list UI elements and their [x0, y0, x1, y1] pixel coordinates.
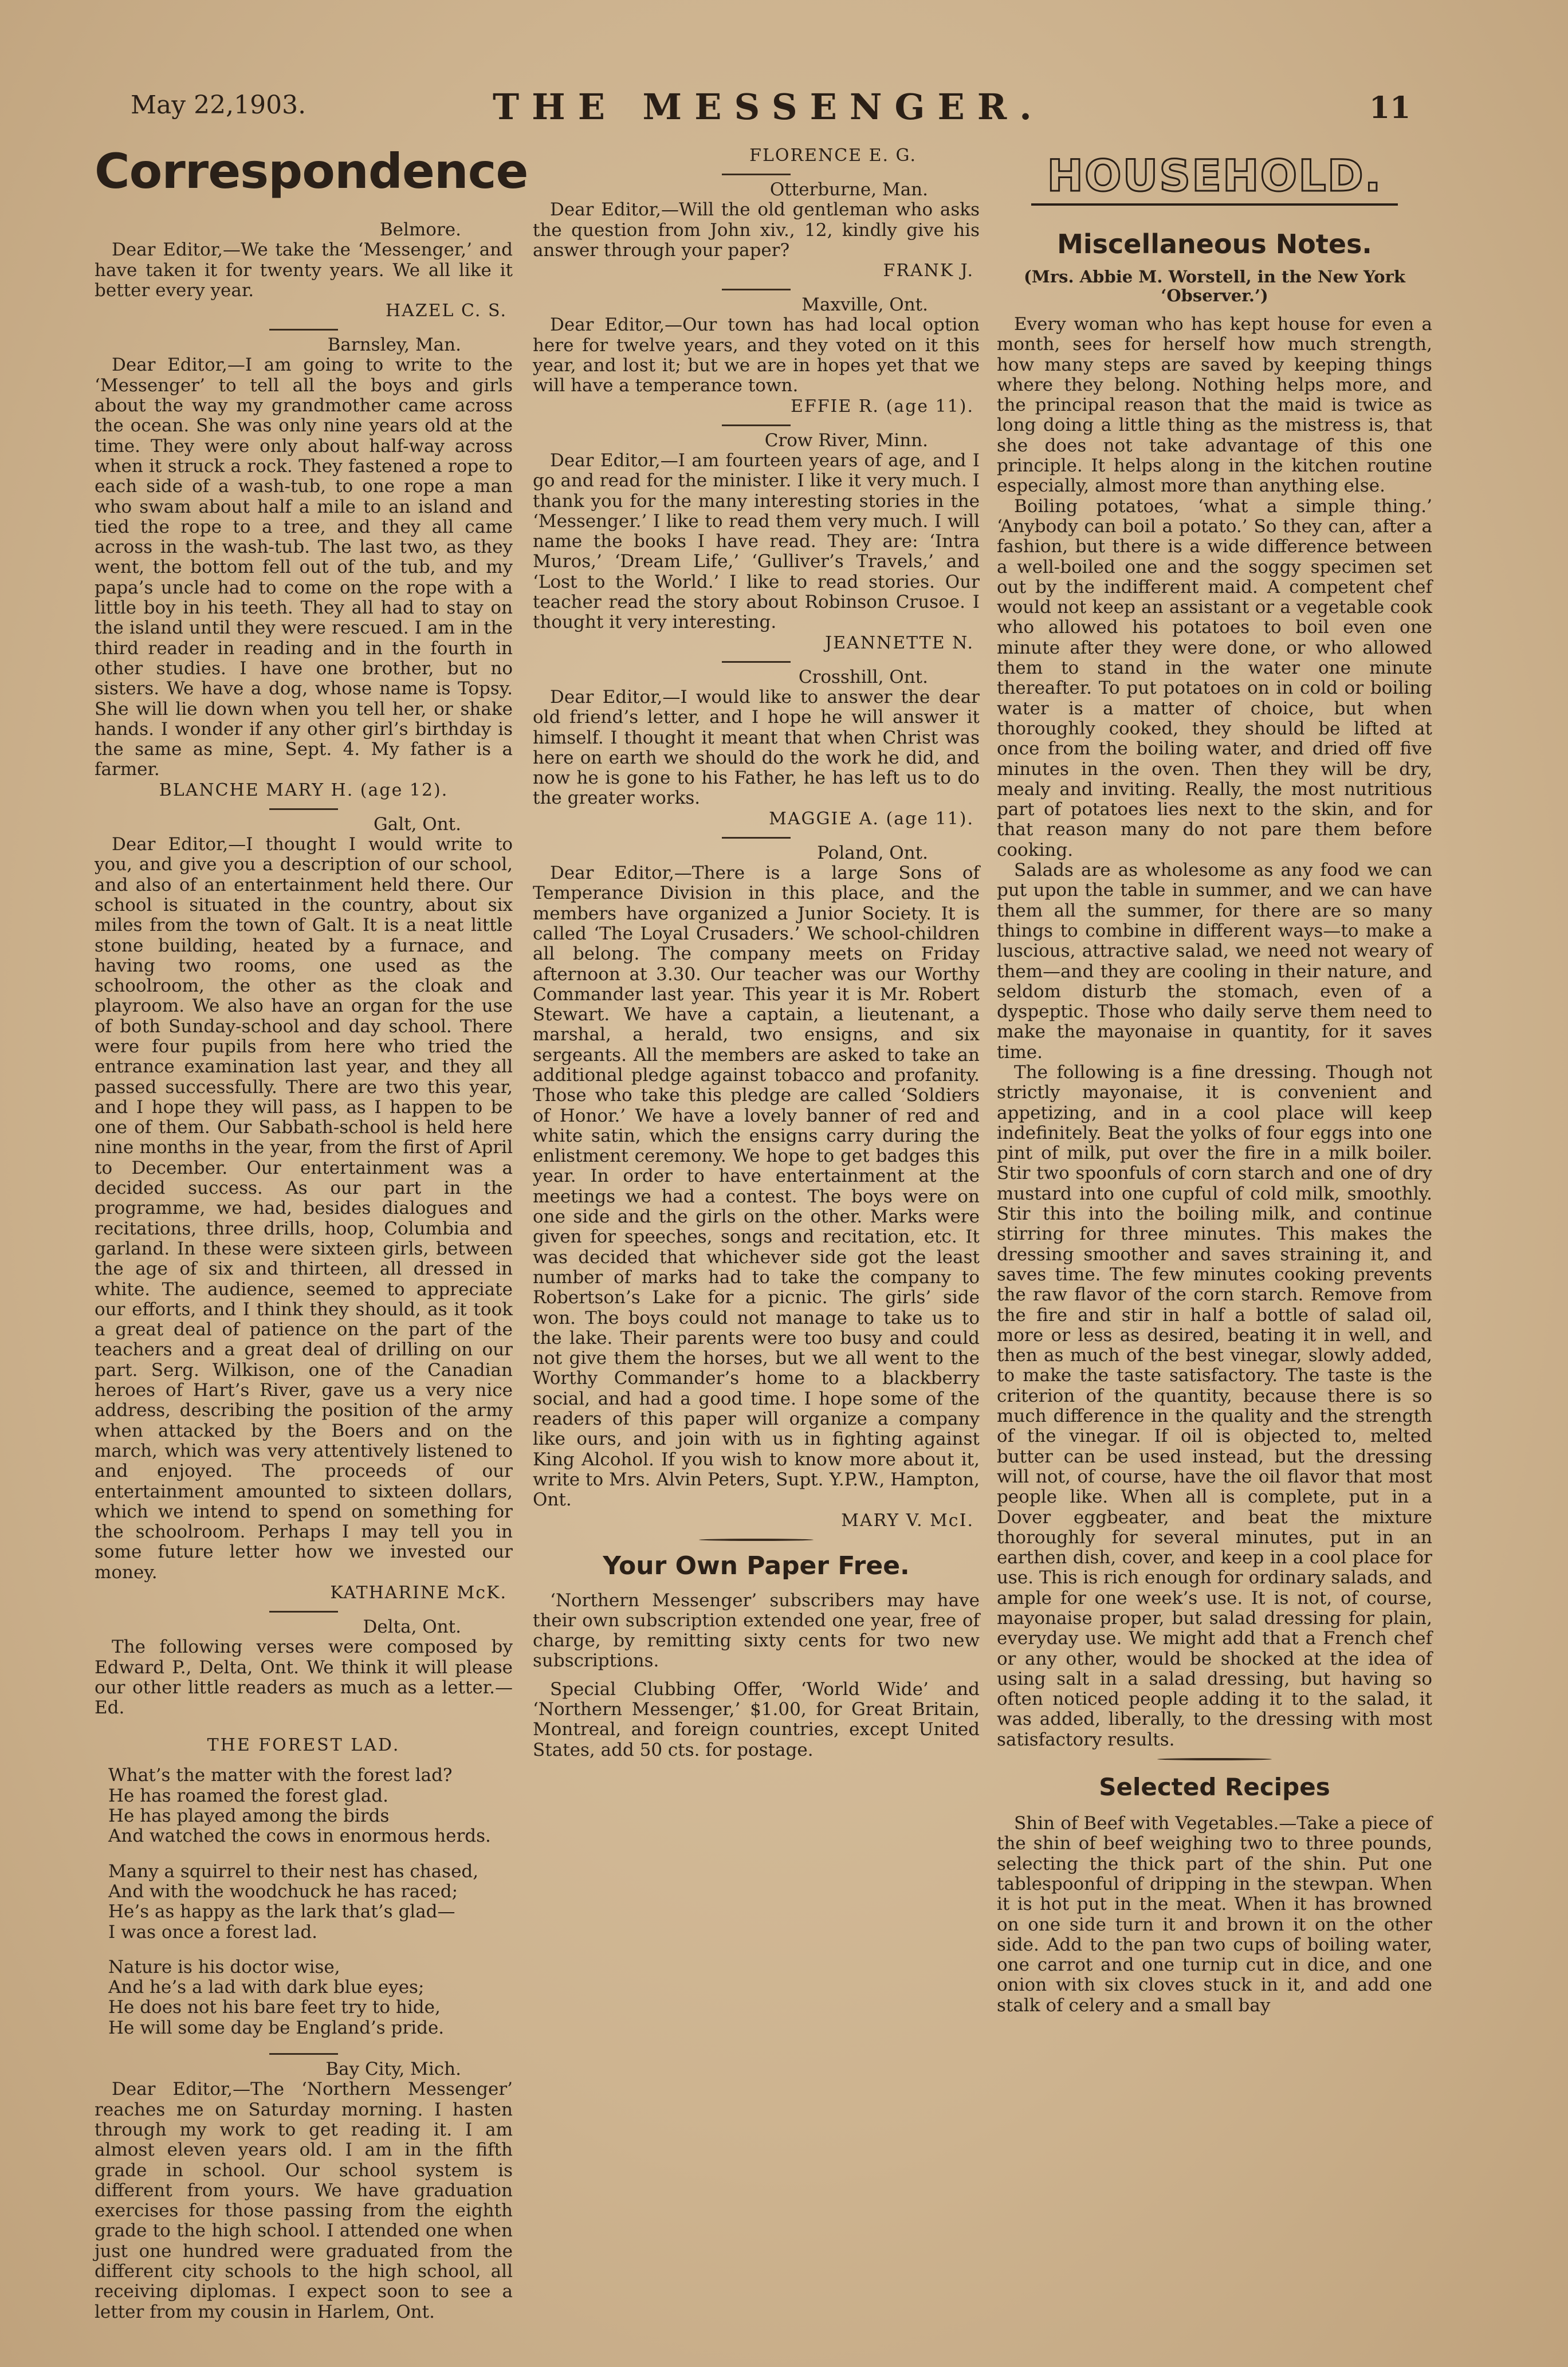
letter-place: Otterburne, Man.	[769, 179, 928, 200]
divider	[269, 2053, 338, 2055]
letter-body: Dear Editor,—I thought I would write to you, and give you a description of our school, and also of an entertainment held there. Our school is situated in the country, about six miles from the town of Galt. It is a neat little stone building, heated by a furnace, and having two rooms, one used as the schoolroom, the other as the cloak and playroom. We also have an organ for the use of both Sunday-school and day school. There were four pupils from here who tried the entrance examination last year, and they all passed successfully. There are two this year, and I hope they will pass, as I happen to be one of them. Our Sabbath-school is held here nine months in the year, from the first of April to December. Our entertainment was a decided success. As our part in the programme, we had, besides dialogues and recitations, three drills, hoop, Columbia and garland. In these were sixteen girls, between the age of six and thirteen, all dressed in white. The audience, seemed to appreciate our efforts, and I think they should, as it took a great deal of patience on the part of the teachers and a great deal of drilling on our part. Serg. Wilkison, one of the Canadian heroes of Hart’s River, gave us a very nice address, describing the position of the army when attacked by the Boers and on the march, which was very attentively listened to and enjoyed. The proceeds of our entertainment amounted to sixteen dollars, which we intend to spend on something for the schoolroom. Perhaps I may tell you in some future letter how we invested our money.	[95, 834, 513, 1583]
letter-body: Dear Editor,—We take the ‘Messenger,’ and have taken it for twenty years. We all like it better every year.	[95, 239, 513, 301]
poem-line: He’s as happy as the lark that’s glad—	[108, 1901, 455, 1922]
letter-body: The following verses were composed by Edward P., Delta, Ont. We think it will please our other little readers as much as a letter.—Ed.	[95, 1637, 513, 1719]
divider	[722, 661, 791, 663]
poem-line: I was once a forest lad.	[108, 1921, 318, 1943]
household-paragraph: Every woman who has kept house for even a month, sees for herself how much strength, how many steps are saved by keeping things where they belong. Nothing helps more, and the principal reason that the maid is twice as long doing a little thing as the mistress is, that she does not take advantage of this one principle. It helps along in the kitchen routine especially, almost more than anything else.	[997, 314, 1432, 497]
letter	[95, 815, 513, 1603]
letter-signature: HAZEL C. S.	[385, 301, 507, 321]
letter-body: Dear Editor,—Our town has had local option here for twelve years, and they voted on it this year, and lost it; but we are in hopes yet that we will have a temperance town.	[533, 314, 980, 396]
letter-body: Dear Editor,—I am fourteen years of age, and I go and read for the minister. I like it very much. I thank you for the many interesting stories in the ‘Messenger.’ I like to read them very much. I will name the books I have read. They are: ‘Intra Muros,’ ‘Dream Life,’ ‘Gulliver’s Travels,’ and ‘Lost to the World.’ I like to read stories. Our teacher read the story about Robinson Crusoe. I thought it very interesting.	[533, 450, 980, 633]
letter	[533, 180, 980, 281]
clubbing-offer-text: Special Clubbing Offer, ‘World Wide’ and ‘Northern Messenger,’ $1.00, for Great Britain, Montreal, and foreign countries, except United States, add 50 cts. for postage.	[533, 1678, 980, 1760]
letter	[533, 843, 980, 1531]
page-number: 11	[1369, 91, 1411, 125]
poem-line: He does not his bare feet try to hide,	[108, 1997, 441, 2018]
letter	[95, 1617, 513, 1718]
letter	[533, 431, 980, 653]
divider	[269, 808, 338, 810]
letter	[533, 667, 980, 829]
household-paragraph: Boiling potatoes, ‘what a simple thing.’ ‘Anybody can boil a potato.’ So they can, after a fashion, but there is a wide difference between a well-boiled one and the soggy specimen set out by the indifferent maid. A competent chef would not keep an assistant or a vegetable cook who allowed his potatoes to boil even one minute after they were done, or who allowed them to stand in the water one minute thereafter. To put potatoes on in cold or boiling water is a matter of choice, but when thoroughly cooked, they should be lifted at once from the boiling water, and dried off five minutes in the oven. Then they will be dry, mealy and inviting. Really, the most nutritious part of potatoes lies next to the skin, and for that reason many do not pare them before cooking.	[997, 496, 1432, 860]
household-paragraph: The following is a fine dressing. Though not strictly mayonaise, it is convenient and appetizing, and in a cool place will keep indefinitely. Beat the yolks of four eggs into one pint of milk, put over the fire in a milk boiler. Stir two spoonfuls of corn starch and one of dry mustard into one cupful of cold milk, smoothly. Stir this into the boiling milk, and continue stirring for three minutes. This makes the dressing smoother and saves straining it, and saves time. The few minutes cooking prevents the raw flavor of the corn starch. Remove from the fire and stir in half a bottle of salad oil, more or less as desired, beating it in well, and then as much of the best vinegar, slowly added, to make the taste satisfactory. The taste is the criterion of the quantity, because there is so much difference in the quality and the strength of the vinegar. If oil is objected to, melted butter can be used instead, but the dressing will not, of course, have the oil flavor that most people like. When all is complete, put in a Dover eggbeater, and beat the mixture thoroughly for several minutes, put in an earthen dish, cover, and keep in a cool place for use. This is rich enough for ordinary salads, and ample for one week’s use. It is not, of course, mayonaise proper, but salad dressing for plain, everyday use. We might add that a French chef or any other, would be shocked at the idea of using salt in a salad dressing, but having so often noticed people adding it to the salad, it was added, liberally, to the dressing with most satisfactory results.	[997, 1061, 1432, 1750]
letter-signature: BLANCHE MARY H. (age 12).	[159, 780, 449, 800]
misc-notes-title: Miscellaneous Notes.	[1057, 229, 1372, 259]
letter	[95, 220, 513, 321]
poem-line: What’s the matter with the forest lad?	[108, 1765, 453, 1786]
letter	[533, 295, 980, 416]
poem-line: And watched the cows in enormous herds.	[108, 1826, 491, 1847]
letter-body: Dear Editor,—I am going to write to the ‘Messenger’ to tell all the boys and girls about the way my grandmother came across the ocean. She was only nine years old at the time. They were only about half-way across when it struck a rock. They fastened a rope to each side of a wash-tub, to one rope a man who swam about half a mile to an island and tied the rope to a tree, and they all came across in the wash-tub. The last two, as they went, the bottom fell out of the tub, and my papa’s uncle had to come on the rope with a little boy in his teeth. They all had to stay on the island until they were rescued. I am in the third reader in reading and in the fourth in other studies. I have one brother, but no sisters. We have a dog, whose name is Topsy. She will lie down when you tell her, or shake hands. I wonder if any other girl’s birthday is the same as mine, Sept. 4. My father is a farmer.	[95, 355, 513, 780]
letter	[95, 335, 513, 800]
byline: (Mrs. Abbie M. Worstell, in the New York ‘Observer.’)	[1024, 267, 1405, 305]
letter	[95, 2059, 513, 2322]
letter-place: Maxville, Ont.	[801, 294, 928, 316]
letter-place: Bay City, Mich.	[325, 2059, 461, 2080]
divider	[722, 424, 791, 426]
letter-signature: MAGGIE A. (age 11).	[769, 808, 974, 829]
poem-line: And he’s a lad with dark blue eyes;	[108, 1977, 425, 1998]
issue-date: May 22,1903.	[131, 91, 306, 120]
letter-place: Poland, Ont.	[817, 842, 928, 863]
letter-place: Galt, Ont.	[373, 813, 461, 835]
divider	[722, 289, 791, 290]
poem-title: THE FOREST LAD.	[207, 1735, 400, 1756]
column-middle	[533, 148, 980, 1760]
paper-offer-heading: Your Own Paper Free.	[603, 1551, 910, 1580]
column-right	[997, 143, 1432, 2016]
poem-line: He has played among the birds	[108, 1806, 390, 1827]
recipe-text: Shin of Beef with Vegetables.—Take a piece of the shin of beef weighing two to three pounds, selecting the thick part of the shin. Put one tablespoonful of dripping in the stewpan. When it is hot put in the meat. When it has browned on one side turn it and brown it on the other side. Add to the pan two cups of boiling water, one carrot and one turnip cut in dice, and one onion with six cloves stuck in it, and add one stalk of celery and a small bay	[997, 1813, 1432, 2016]
letter-place: Barnsley, Man.	[327, 335, 461, 356]
letter-signature: KATHARINE McK.	[330, 1583, 507, 1603]
poem-stanza	[95, 1957, 513, 2038]
poem-line: He has roamed the forest glad.	[108, 1785, 388, 1806]
poem-line: And with the woodchuck he has raced;	[108, 1881, 458, 1902]
household-heading: HOUSEHOLD.	[1047, 150, 1382, 201]
letter-place: Belmore.	[379, 219, 461, 240]
divider	[722, 174, 791, 175]
letter-signature: FLORENCE E. G.	[749, 146, 917, 166]
correspondence-heading: Correspondence	[95, 143, 528, 199]
paper-offer-text: ‘Northern Messenger’ subscribers may have their own subscription extended one year, free of charge, by remitting sixty cents for two new subscriptions.	[533, 1590, 980, 1672]
poem-stanza	[95, 1862, 513, 1943]
recipes-title: Selected Recipes	[1099, 1773, 1330, 1802]
letter-body: Dear Editor,—There is a large Sons of Temperance Division in this place, and the members have organized a Junior Society. It is called ‘The Loyal Crusaders.’ We school-children all belong. The company meets on Friday afternoon at 3.30. Our teacher was our Worthy Commander last year. This year it is Mr. Robert Stewart. We have a captain, a lieutenant, a marshal, a herald, two ensigns, and six sergeants. All the members are asked to take an additional pledge against tobacco and profanity. Those who take this pledge are called ‘Soldiers of Honor.’ We have a lovely banner of red and white satin, which the ensigns carry during the enlistment ceremony. We hope to get badges this year. In order to have entertainment at the meetings we had a contest. The boys were on one side and the girls on the other. Marks were given for speeches, songs and recitation, etc. It was decided that whichever side got the least number of marks had to take the company to Robertson’s Lake for a picnic. The girls’ side won. The boys could not manage to take us to the lake. Their parents were too busy and could not give them the horses, but we all went to the Worthy Commander’s home to a blackberry social, and had a good time. I hope some of the readers of this paper will organize a company like ours, and join with us in fighting against King Alcohol. If you wish to know more about it, write to Mrs. Alvin Peters, Supt. Y.P.W., Hampton, Ont.	[533, 863, 980, 1511]
letter-signature: JEANNETTE N.	[825, 632, 974, 653]
column-left	[95, 143, 528, 2323]
poem-line: Many a squirrel to their nest has chased,	[108, 1861, 479, 1882]
newspaper-title: THE MESSENGER.	[493, 86, 1044, 128]
household-paragraph: Salads are as wholesome as any food we can put upon the table in summer, and we can have them all the summer, for there are so many things to combine in different ways—to make a luscious, attractive salad, we need not weary of them—and they are cooling in their nature, and seldom disturb the stomach, even of a dyspeptic. Those who daily serve them need to make the mayonaise in quantity, for it saves time.	[997, 860, 1432, 1063]
heading-underline	[1031, 203, 1398, 206]
letter-signature: MARY V. McI.	[841, 1510, 974, 1531]
letter-body: Dear Editor,—I would like to answer the dear old friend’s letter, and I hope he will answer it himself. I thought it meant that when Christ was here on earth we should do the work he did, and now he is gone to his Father, he has left us to do the greater works.	[533, 686, 980, 809]
divider	[269, 1611, 338, 1613]
poem	[95, 1766, 513, 2038]
letter-signature: EFFIE R. (age 11).	[791, 396, 974, 416]
ornament-divider	[699, 1539, 814, 1541]
poem-stanza	[95, 1766, 513, 1846]
letter-place: Delta, Ont.	[363, 1617, 461, 1637]
divider	[722, 837, 791, 839]
poem-line: He will some day be England’s pride.	[108, 2017, 445, 2038]
letter-body: Dear Editor,—Will the old gentleman who asks the question from John xiv., 12, kindly give his answer through your paper?	[533, 199, 980, 261]
ornament-divider	[1157, 1758, 1272, 1760]
poem-line: Nature is his doctor wise,	[108, 1956, 340, 1977]
letter-signature: FRANK J.	[883, 261, 974, 281]
letter-place: Crosshill, Ont.	[798, 666, 928, 687]
letter-body: Dear Editor,—The ‘Northern Messenger’ reaches me on Saturday morning. I hasten through my work to get reading it. I am almost eleven years old. I am in the fifth grade in school. Our school system is different from yours. We have graduation exercises for those passing from the eighth grade to the high school. I attended one when just one hundred were graduated from the different city schools to the high school, all receiving diplomas. I expect soon to see a letter from my cousin in Harlem, Ont.	[95, 2079, 513, 2322]
divider	[269, 329, 338, 331]
letter-place: Crow River, Minn.	[764, 430, 928, 451]
